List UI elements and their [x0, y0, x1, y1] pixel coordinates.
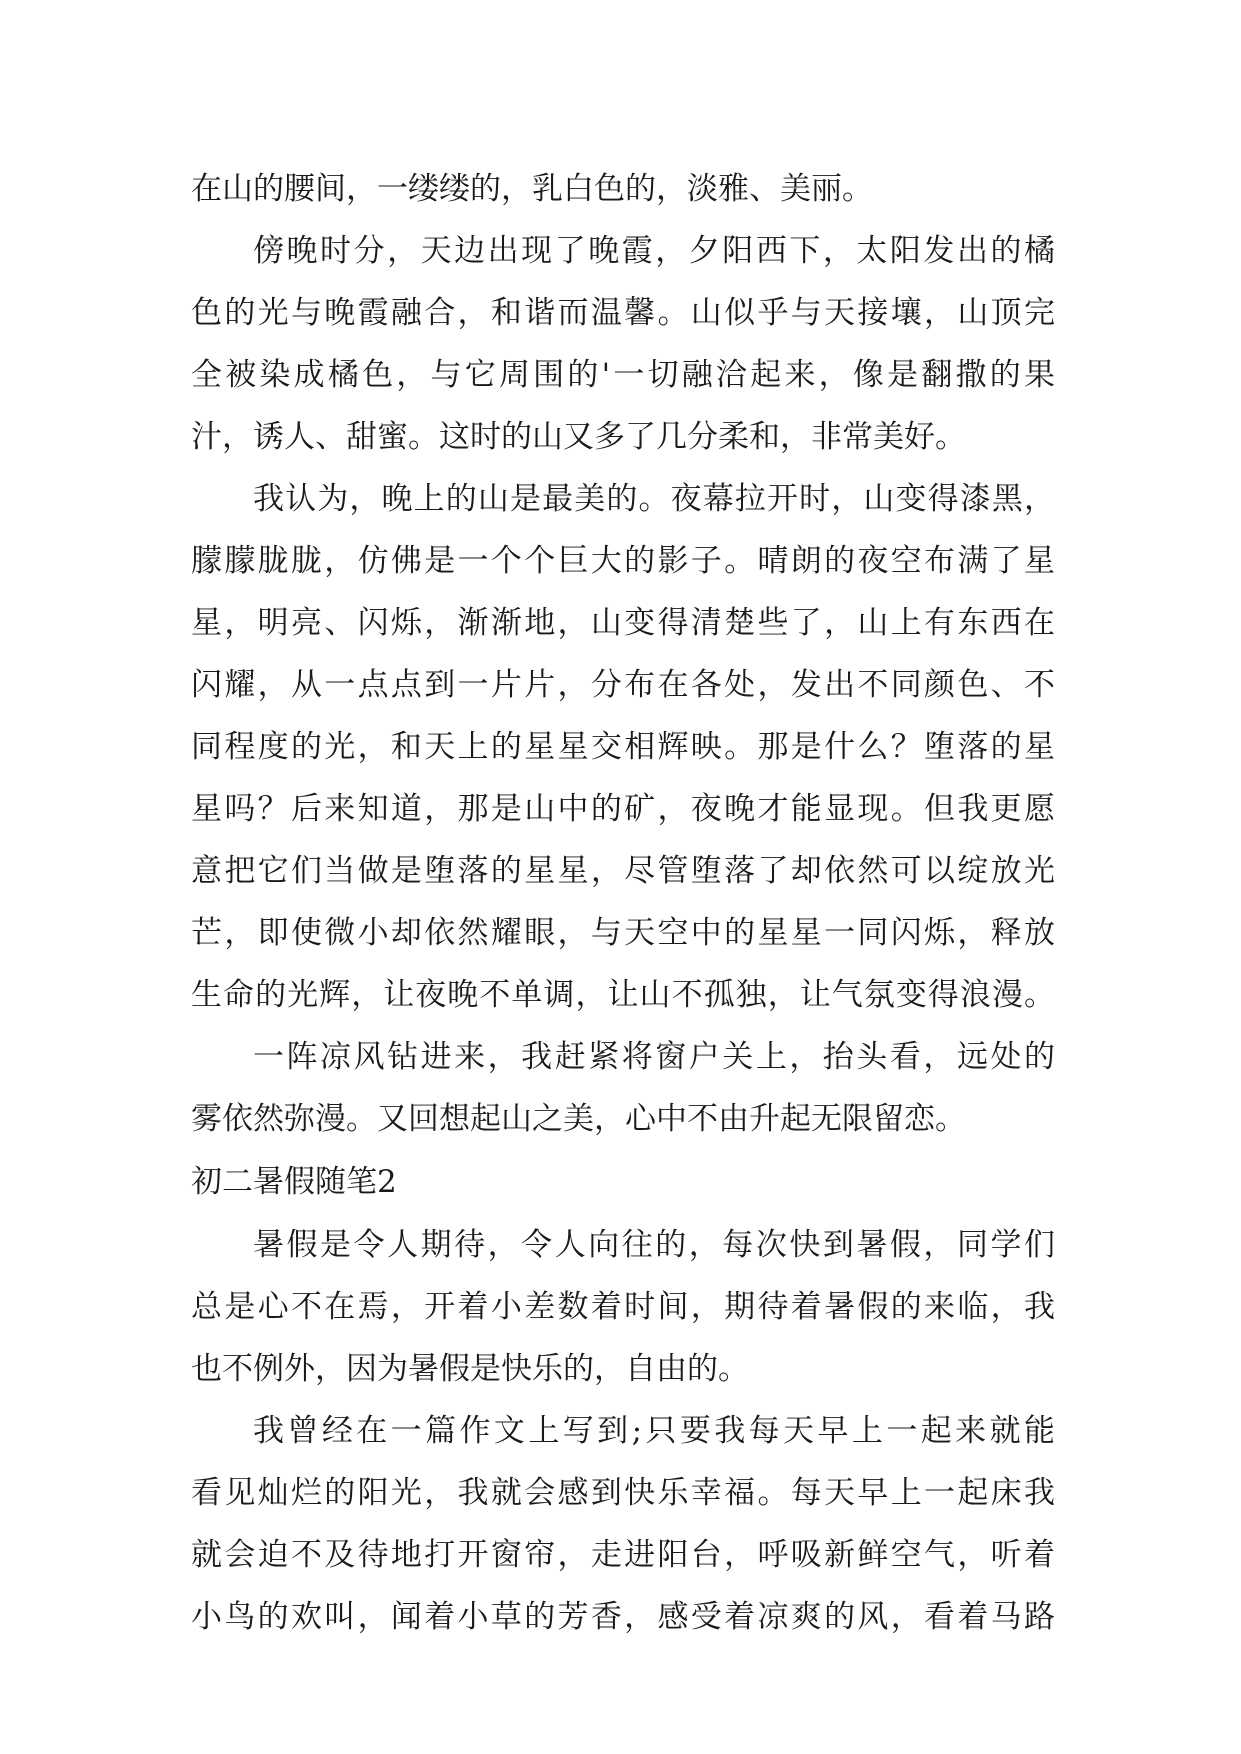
text-line: 看见灿烂的阳光，我就会感到快乐幸福。每天早上一起床我: [191, 1475, 1055, 1511]
text-line: 一阵凉风钻进来，我赶紧将窗户关上，抬头看，远处的: [253, 1039, 1055, 1075]
text-line: 全被染成橘色，与它周围的'一切融洽起来，像是翻撒的果: [191, 357, 1055, 393]
text-line: 总是心不在焉，开着小差数着时间，期待着暑假的来临，我: [191, 1289, 1055, 1325]
text-line: 我曾经在一篇作文上写到;只要我每天早上一起来就能: [253, 1413, 1055, 1449]
text-line: 星，明亮、闪烁，渐渐地，山变得清楚些了，山上有东西在: [191, 605, 1055, 641]
text-line: 色的光与晚霞融合，和谐而温馨。山似乎与天接壤，山顶完: [191, 295, 1055, 331]
text-line: 傍晚时分，天边出现了晚霞，夕阳西下，太阳发出的橘: [253, 233, 1055, 269]
text-line: 同程度的光，和天上的星星交相辉映。那是什么？堕落的星: [191, 729, 1055, 765]
text-line: 生命的光辉，让夜晚不单调，让山不孤独，让气氛变得浪漫。: [191, 977, 1055, 1013]
section-heading: 初二暑假随笔2: [191, 1164, 397, 1200]
text-line: 在山的腰间，一缕缕的，乳白色的，淡雅、美丽。: [191, 171, 873, 207]
text-line: 也不例外，因为暑假是快乐的，自由的。: [191, 1351, 749, 1387]
text-line: 我认为，晚上的山是最美的。夜幕拉开时，山变得漆黑，: [253, 481, 1055, 517]
text-line: 汁，诱人、甜蜜。这时的山又多了几分柔和，非常美好。: [191, 419, 966, 455]
text-line: 闪耀，从一点点到一片片，分布在各处，发出不同颜色、不: [191, 667, 1055, 703]
text-line: 小鸟的欢叫，闻着小草的芳香，感受着凉爽的风，看着马路: [191, 1599, 1055, 1635]
document-body: [191, 158, 1055, 1648]
text-line: 暑假是令人期待，令人向往的，每次快到暑假，同学们: [253, 1227, 1055, 1263]
text-line: 意把它们当做是堕落的星星，尽管堕落了却依然可以绽放光: [191, 853, 1055, 889]
text-line: 芒，即使微小却依然耀眼，与天空中的星星一同闪烁，释放: [191, 915, 1055, 951]
text-line: 就会迫不及待地打开窗帘，走进阳台，呼吸新鲜空气，听着: [191, 1537, 1055, 1573]
text-line: 朦朦胧胧，仿佛是一个个巨大的影子。晴朗的夜空布满了星: [191, 543, 1055, 579]
text-line: 星吗？后来知道，那是山中的矿，夜晚才能显现。但我更愿: [191, 791, 1055, 827]
text-line: 雾依然弥漫。又回想起山之美，心中不由升起无限留恋。: [191, 1101, 966, 1137]
